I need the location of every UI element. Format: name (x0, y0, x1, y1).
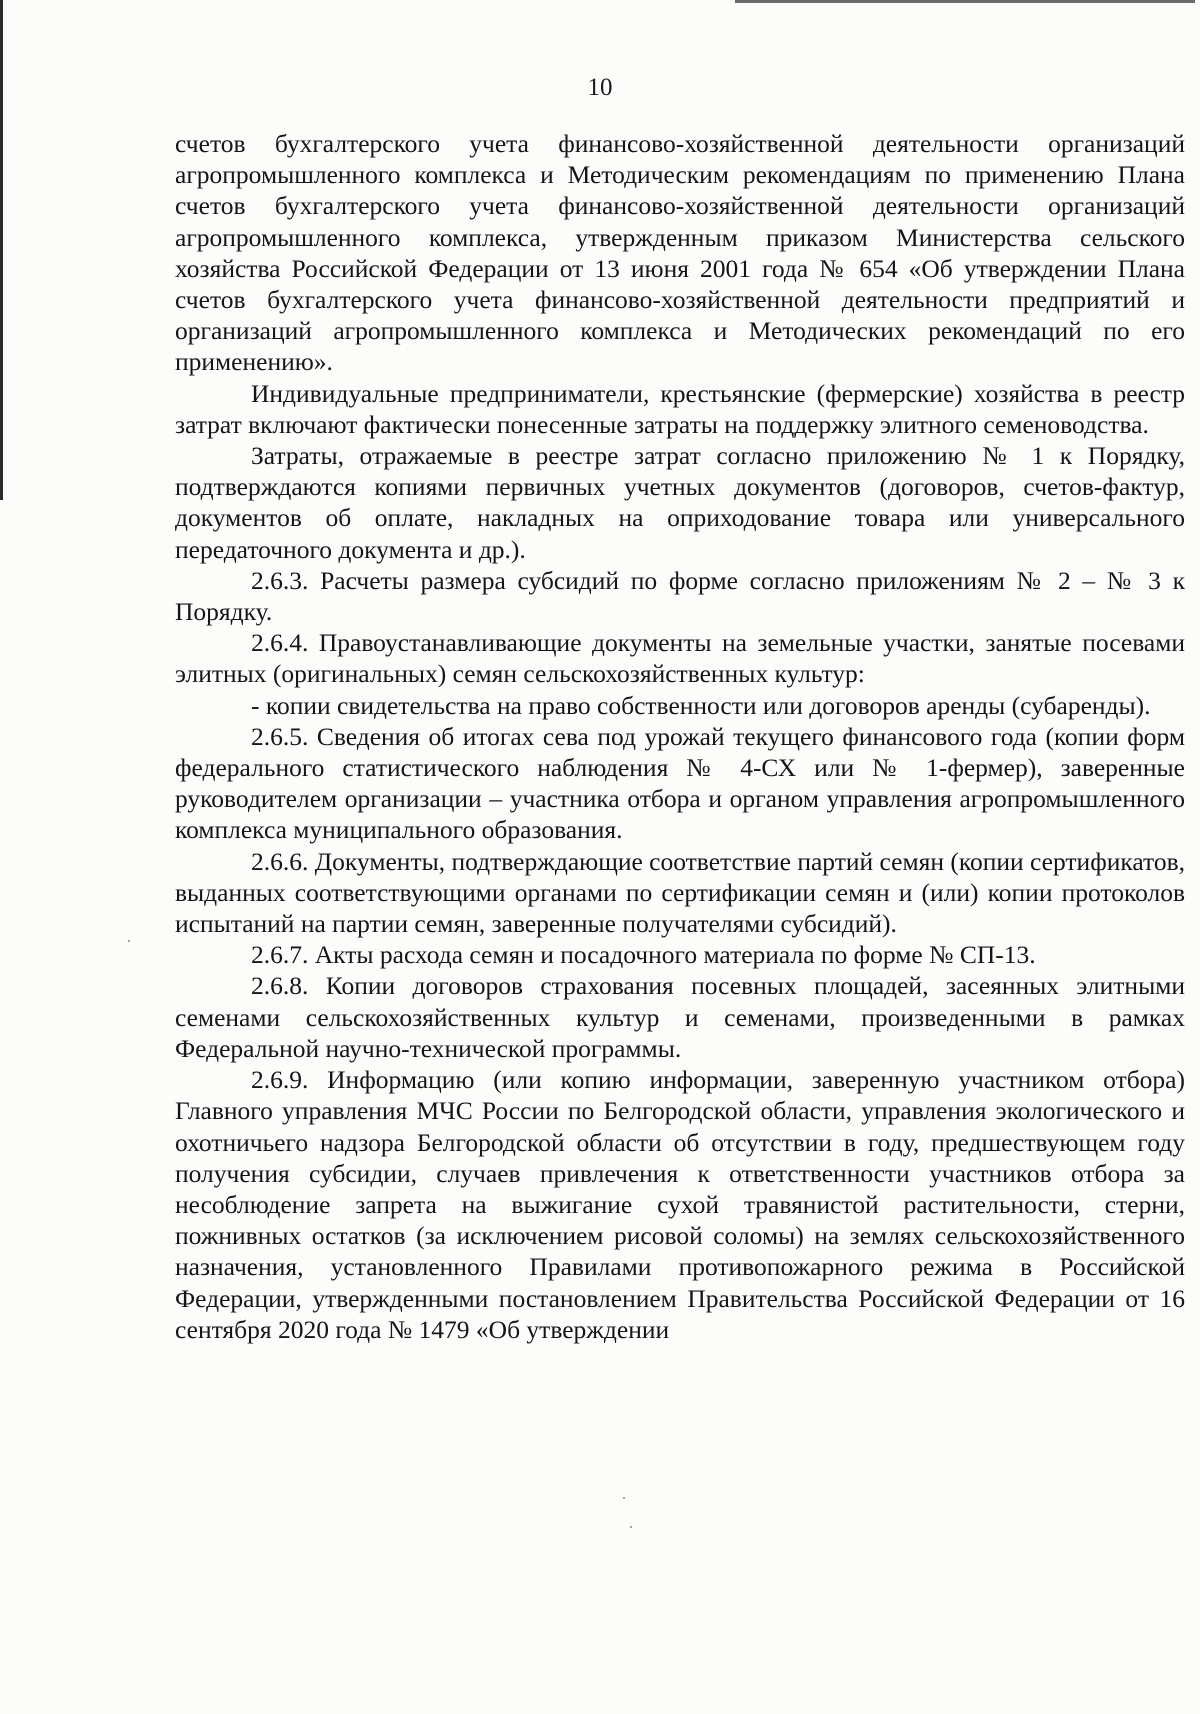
paragraph-2-6-4: 2.6.4. Правоустанавливающие документы на земельные участки, занятые посевами элитных (оригинальных) семян сельскохозяйственных культур: (175, 628, 1185, 689)
paragraph-2-6-9: 2.6.9. Информацию (или копию информации, заверенную участником отбора) Главного управления МЧС России по Белгородской области, управления экологического и охотничьего надзора Белгородской области об отсутствии в году, предшествующем году получения субсидии, случаев привлечения к ответственности участников отбора за несоблюдение запрета на выжигание сухой травянистой растительности, стерни, пожнивных остатков (за исключением рисовой соломы) на землях сельскохозяйственного назначения, установленного Правилами противопожарного режима в Российской Федерации, утвержденными постановлением Правительства Российской Федерации от 16 сентября 2020 года № 1479 «Об утверждении (175, 1065, 1185, 1344)
page-number: 10 (587, 74, 613, 101)
scan-speck (630, 1526, 632, 1528)
scan-edge-top (735, 0, 1195, 3)
paragraph-2-6-5: 2.6.5. Сведения об итогах сева под урожай текущего финансового года (копии форм федерального статистического наблюдения № 4-СХ или № 1-фермер), заверенные руководителем организации – участника отбора и органом управления агропромышленного комплекса муниципального образования. (175, 721, 1185, 845)
paragraph-2-6-7: 2.6.7. Акты расхода семян и посадочного материала по форме № СП-13. (251, 940, 1036, 970)
paragraph-2-6-3: 2.6.3. Расчеты размера субсидий по форме согласно приложениям № 2 – № 3 к Порядку. (175, 565, 1185, 627)
document-body (175, 128, 1185, 1345)
paragraph-2-6-8: 2.6.8. Копии договоров страхования посевных площадей, засеянных элитными семенами сельскохозяйственных культур и семенами, произведенными в рамках Федеральной научно-технической программы. (175, 971, 1185, 1063)
paragraph-costs-confirmation: Затраты, отражаемые в реестре затрат согласно приложению № 1 к Порядку, подтверждаются копиями первичных учетных документов (договоров, счетов-фактур, документов об оплате, накладных на оприходование товара или универсального передаточного документа и др.). (175, 441, 1185, 564)
paragraph-individual-entrepreneurs: Индивидуальные предприниматели, крестьянские (фермерские) хозяйства в реестр затрат включают фактически понесенные затраты на поддержку элитного семеноводства. (175, 378, 1185, 439)
scan-speck (623, 1497, 625, 1499)
paragraph-2-6-6: 2.6.6. Документы, подтверждающие соответствие партий семян (копии сертификатов, выданных соответствующими органами по сертификации семян и (или) копии протоколов испытаний на партии семян, заверенные получателями субсидий). (175, 846, 1185, 939)
scan-speck (128, 940, 130, 942)
paragraph-2-6-4-item: - копии свидетельства на право собственности или договоров аренды (субаренды). (251, 690, 1151, 720)
paragraph-continuation: счетов бухгалтерского учета финансово-хозяйственной деятельности организаций агропромышленного комплекса и Методическим рекомендациям по применению Плана счетов бухгалтерского учета финансово-хозяйственной деятельности организаций агропромышленного комплекса, утвержденным приказом Министерства сельского хозяйства Российской Федерации от 13 июня 2001 года № 654 «Об утверждении Плана счетов бухгалтерского учета финансово-хозяйственной деятельности предприятий и организаций агропромышленного комплекса и Методических рекомендаций по его применению». (175, 129, 1185, 377)
